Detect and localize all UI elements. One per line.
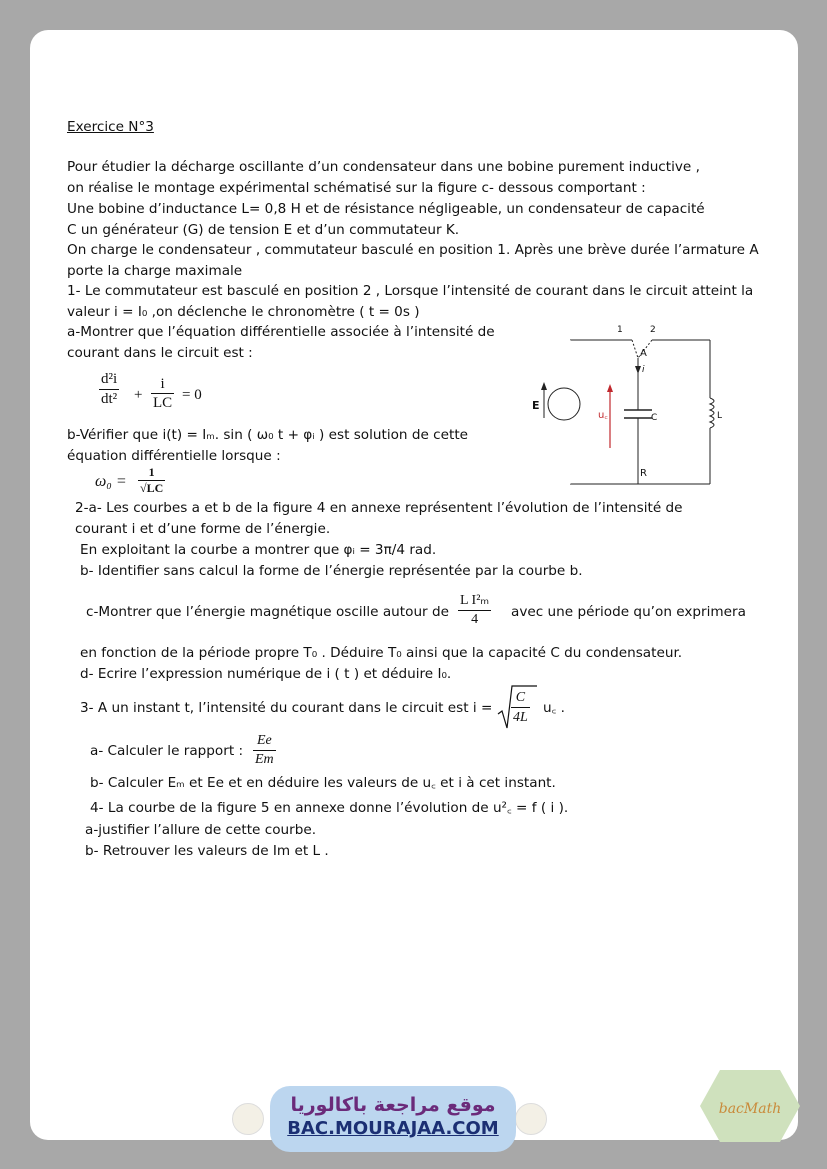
label-E: E xyxy=(532,399,540,412)
text-line: valeur i = I₀ ,on déclenche le chronomètre ( t = 0s ) xyxy=(67,304,420,320)
banner-arabic-text: موقع مراجعة باكالوريا xyxy=(290,1094,496,1116)
text-line: courant dans le circuit est : xyxy=(67,345,253,361)
text-line: u꜀ . xyxy=(543,700,565,716)
text-line: 3- A un instant t, l’intensité du courant dans le circuit est i = xyxy=(80,700,493,716)
current-arrow xyxy=(635,366,641,374)
site-banner[interactable] xyxy=(270,1086,516,1152)
generator-arrowhead xyxy=(541,382,547,390)
text-line: Une bobine d’inductance L= 0,8 H et de résistance négligeable, un condensateur de capacité xyxy=(67,201,705,217)
circuit-diagram xyxy=(520,318,750,490)
inductor-coil xyxy=(710,398,714,428)
text-line: 2-a- Les courbes a et b de la figure 4 en annexe représentent l’évolution de l’intensité de xyxy=(75,500,683,516)
eq-numerator: i xyxy=(151,375,174,394)
sqrt-numerator: C xyxy=(511,688,530,708)
bacmath-logo xyxy=(698,1066,802,1146)
exercise-title: Exercice N°3 xyxy=(67,119,154,135)
label-C: C xyxy=(651,413,658,423)
omega-denominator: √LC xyxy=(140,481,164,495)
text-line: On charge le condensateur , commutateur basculé en position 1. Après une brève durée l’armature A xyxy=(67,242,759,258)
text-line: courant i et d’une forme de l’énergie. xyxy=(75,521,331,537)
site-logo-icon xyxy=(515,1103,547,1135)
svg-text:bacMath: bacMath xyxy=(718,1101,782,1117)
label-uc: u꜀ xyxy=(598,410,608,421)
voltage-arrowhead xyxy=(607,384,613,392)
sqrt-denominator: 4L xyxy=(513,710,528,725)
generator-symbol xyxy=(548,388,580,420)
switch-contact xyxy=(632,340,638,358)
text-line: a- Calculer le rapport : xyxy=(90,743,244,759)
eq-numerator: d²i xyxy=(99,370,119,390)
text-line: a-justifier l’allure de cette courbe. xyxy=(85,822,317,838)
text-line: porte la charge maximale xyxy=(67,263,243,279)
fraction-denominator: Em xyxy=(255,752,274,767)
document-page xyxy=(30,30,798,1140)
text-line: en fonction de la période propre T₀ . Déduire T₀ ainsi que la capacité C du condensateur. xyxy=(80,645,683,661)
label-A: A xyxy=(640,348,647,359)
text-line: C un générateur (G) de tension E et d’un commutateur K. xyxy=(67,222,460,238)
switch-label-1: 1 xyxy=(617,325,623,335)
site-logo-icon xyxy=(232,1103,264,1135)
text-line: 4- La courbe de la figure 5 en annexe donne l’évolution de u²꜀ = f ( i ). xyxy=(90,800,569,816)
eq-rhs: = 0 xyxy=(182,387,202,403)
text-line: b-Vérifier que i(t) = Iₘ. sin ( ω₀ t + φᵢ ) est solution de cette xyxy=(67,427,469,443)
omega-numerator: 1 xyxy=(138,465,165,481)
energy-fraction xyxy=(458,592,491,629)
eq-denominator: LC xyxy=(153,395,173,411)
text-line: avec une période qu’on exprimera xyxy=(511,604,746,620)
label-i: i xyxy=(642,365,645,375)
label-R: R xyxy=(640,468,647,479)
text-line: b- Calculer Eₘ et Ee et en déduire les valeurs de u꜀ et i à cet instant. xyxy=(90,775,556,791)
text-line: on réalise le montage expérimental schématisé sur la figure c- dessous comportant : xyxy=(67,180,646,196)
text-line: c-Montrer que l’énergie magnétique oscille autour de xyxy=(86,604,449,620)
omega-lhs: ω₀ = xyxy=(95,473,127,490)
fraction-denominator: 4 xyxy=(471,612,479,627)
eq-denominator: dt² xyxy=(101,391,118,407)
eq-plus: + xyxy=(134,387,143,403)
label-L: L xyxy=(717,411,723,421)
ratio-fraction xyxy=(253,732,276,769)
text-line: équation différentielle lorsque : xyxy=(67,448,281,464)
text-line: b- Retrouver les valeurs de Im et L . xyxy=(85,843,329,859)
text-line: a-Montrer que l’équation différentielle associée à l’intensité de xyxy=(67,324,495,340)
fraction-numerator: Ee xyxy=(253,732,276,751)
text-line: Pour étudier la décharge oscillante d’un condensateur dans une bobine purement inductive , xyxy=(67,159,700,175)
text-line: En exploitant la courbe a montrer que φᵢ = 3π/4 rad. xyxy=(80,542,437,558)
switch-label-2: 2 xyxy=(650,325,656,335)
text-line: 1- Le commutateur est basculé en position 2 , Lorsque l’intensité de courant dans le circuit atteint la xyxy=(67,283,754,299)
text-line: b- Identifier sans calcul la forme de l’énergie représentée par la courbe b. xyxy=(80,563,583,579)
text-line: d- Ecrire l’expression numérique de i ( t ) et déduire I₀. xyxy=(80,666,452,682)
banner-url-link[interactable]: BAC.MOURAJAA.COM xyxy=(287,1118,499,1139)
fraction-numerator: L I²ₘ xyxy=(458,592,491,611)
